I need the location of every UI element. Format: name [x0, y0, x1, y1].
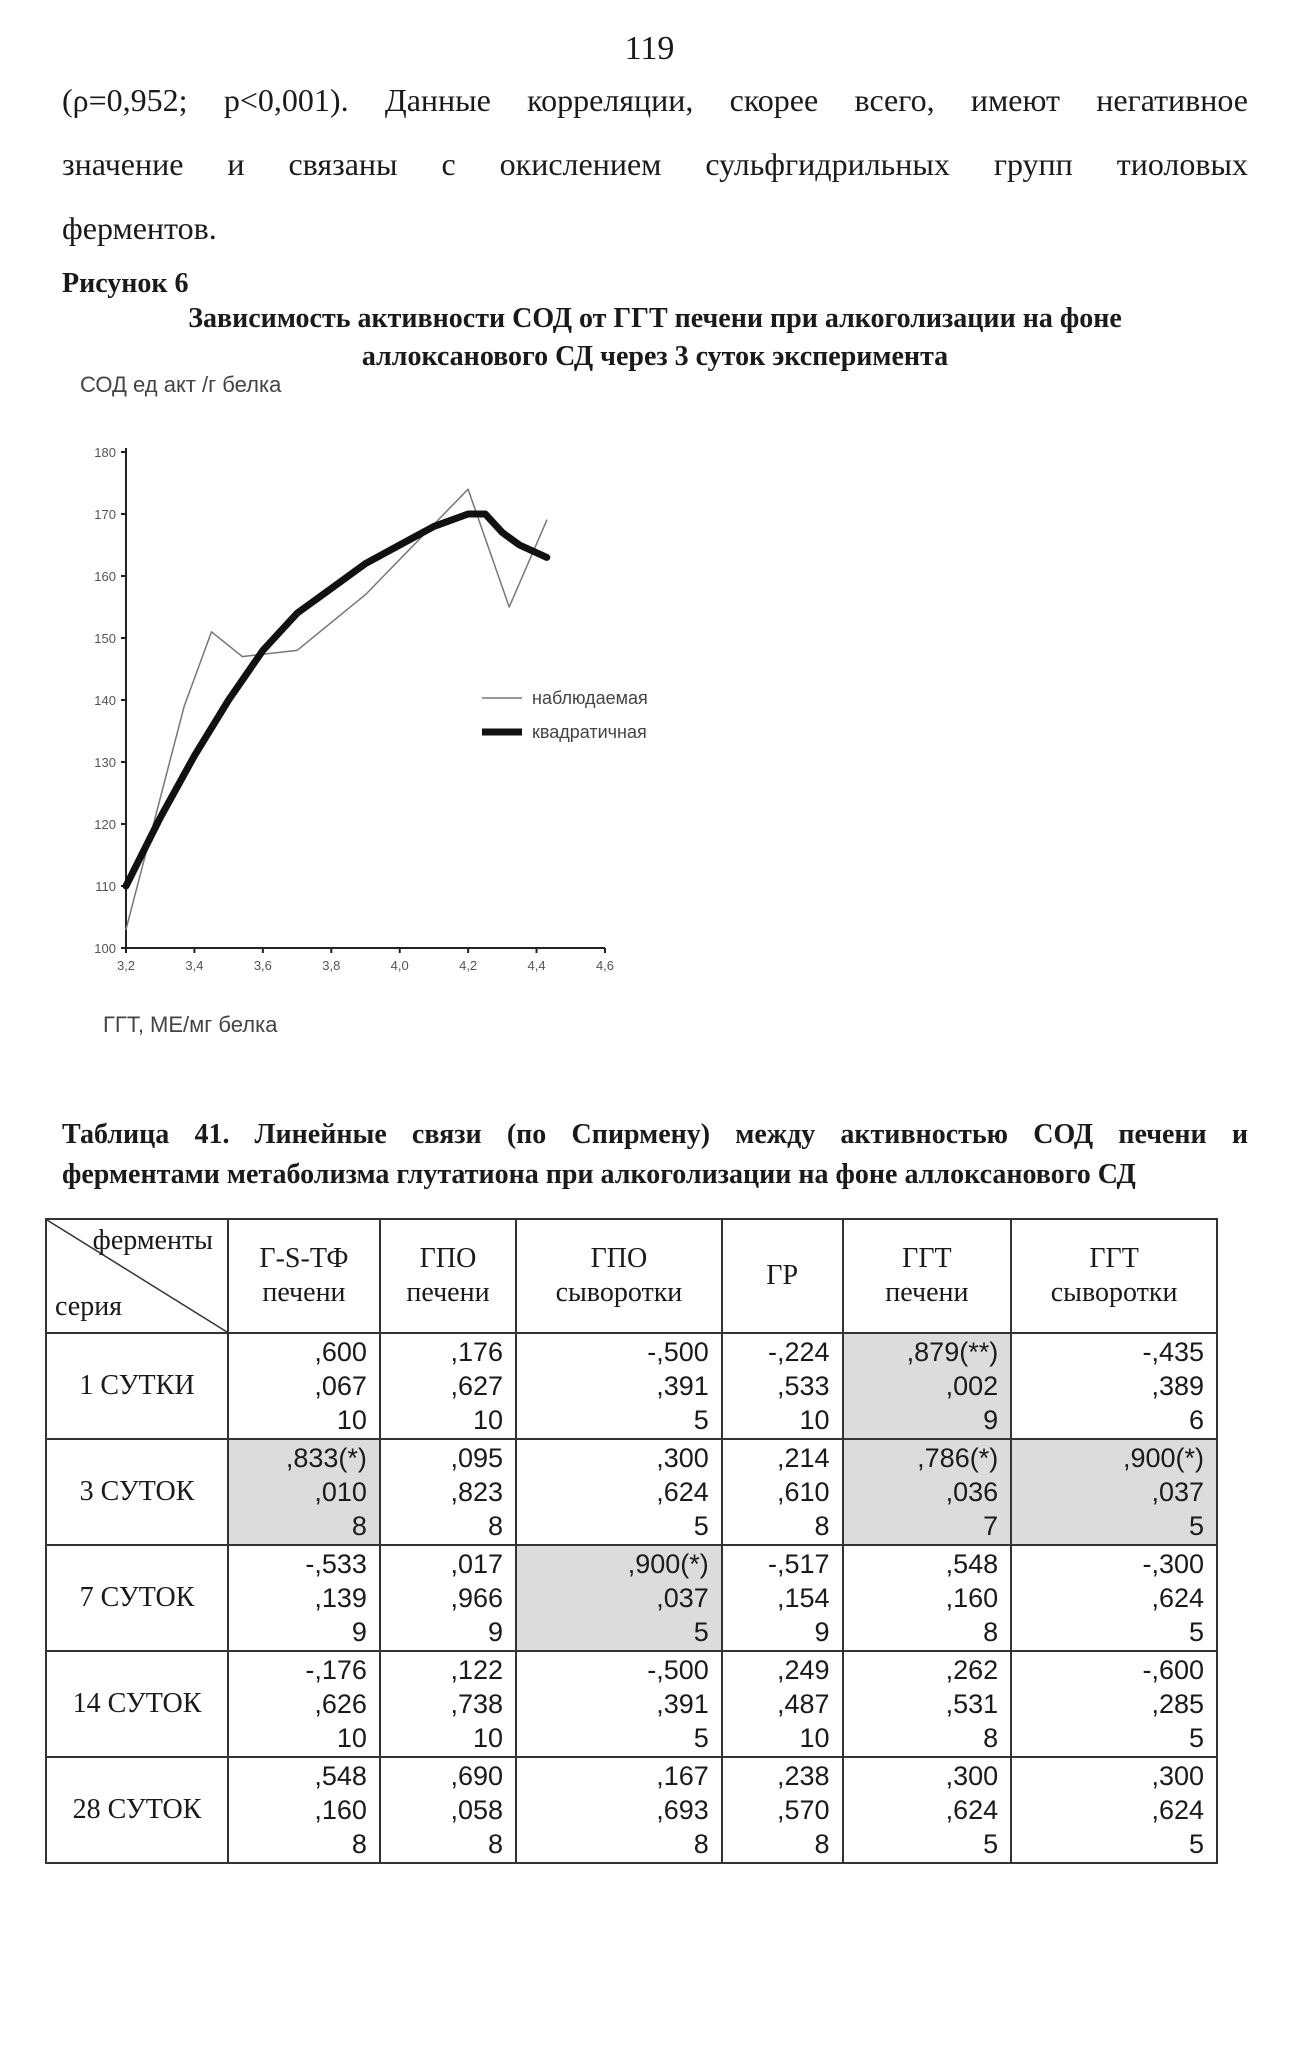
y-tick-label: 110: [95, 879, 116, 894]
table-corner-cell: [46, 1219, 228, 1333]
figure-title: [62, 300, 1248, 376]
p-value: ,531: [945, 1689, 999, 1719]
sample-size: 9: [814, 1617, 830, 1647]
correlation-coefficient: ,122: [450, 1655, 504, 1685]
sample-size: 8: [983, 1723, 999, 1753]
p-value: ,002: [945, 1371, 999, 1401]
column-header-line: печени: [262, 1277, 346, 1308]
p-value: ,570: [776, 1795, 830, 1825]
table-caption: [62, 1115, 1248, 1195]
sample-size: 5: [693, 1405, 709, 1435]
correlation-coefficient: ,548: [945, 1549, 999, 1579]
value-cell: [843, 1651, 1012, 1757]
correlation-coefficient: ,900(*): [627, 1549, 709, 1579]
correlation-coefficient: ,262: [945, 1655, 999, 1685]
chart-x-axis-label: ГГТ, МЕ/мг белка: [103, 1012, 278, 1037]
y-tick-label: 170: [94, 507, 116, 522]
sample-size: 9: [488, 1617, 504, 1647]
column-header: [722, 1219, 843, 1333]
correlation-coefficient: ,690: [450, 1761, 504, 1791]
page-number: 119: [624, 30, 675, 67]
column-header-line: сыворотки: [1050, 1277, 1178, 1308]
correlation-coefficient: ,300: [656, 1443, 709, 1473]
series-line-квадратичная: [126, 514, 547, 886]
sample-size: 9: [983, 1405, 999, 1435]
series-cell: 1 СУТКИ: [46, 1333, 228, 1439]
p-value: ,610: [776, 1477, 830, 1507]
p-value: ,624: [656, 1477, 709, 1507]
p-value: ,037: [656, 1583, 709, 1613]
column-header: [1011, 1219, 1217, 1333]
value-cell: [228, 1757, 380, 1863]
series-cell: 14 СУТОК: [46, 1651, 228, 1757]
y-tick-label: 160: [94, 569, 116, 584]
p-value: ,154: [776, 1583, 830, 1613]
table-row: [46, 1651, 1217, 1757]
correlation-coefficient: -,517: [767, 1549, 830, 1579]
sample-size: 10: [336, 1723, 367, 1753]
table-row: [46, 1757, 1217, 1863]
p-value: ,160: [314, 1795, 367, 1825]
value-cell: [516, 1651, 722, 1757]
p-value: ,285: [1151, 1689, 1204, 1719]
sample-size: 8: [488, 1511, 504, 1541]
column-header: [843, 1219, 1012, 1333]
sample-size: 5: [1188, 1829, 1204, 1859]
column-header-line: ГГТ: [902, 1243, 952, 1274]
table-header-row: [46, 1219, 1217, 1333]
p-value: ,391: [656, 1371, 709, 1401]
value-cell: [380, 1651, 516, 1757]
table-row: [46, 1545, 1217, 1651]
p-value: ,823: [450, 1477, 504, 1507]
series-cell: 3 СУТОК: [46, 1439, 228, 1545]
legend-label: наблюдаемая: [532, 688, 648, 708]
correlation-coefficient: ,017: [450, 1549, 504, 1579]
p-value: ,037: [1151, 1477, 1204, 1507]
sample-size: 10: [473, 1405, 504, 1435]
chart-y-axis-label: СОД ед акт /г белка: [80, 372, 282, 397]
column-header-line: ГГТ: [1089, 1243, 1139, 1274]
value-cell: [516, 1333, 722, 1439]
sample-size: 8: [814, 1511, 830, 1541]
x-tick-label: 4,2: [459, 958, 478, 973]
p-value: ,058: [450, 1795, 504, 1825]
sample-size: 10: [336, 1405, 367, 1435]
sample-size: 5: [1188, 1723, 1204, 1753]
sample-size: 10: [473, 1723, 504, 1753]
sample-size: 5: [693, 1617, 709, 1647]
value-cell: [1011, 1439, 1217, 1545]
correlation-coefficient: ,300: [1151, 1761, 1204, 1791]
value-cell: [722, 1757, 843, 1863]
column-header: [380, 1219, 516, 1333]
paragraph-line: значение и связаны с окислением сульфгидрильных групп тиоловых: [62, 146, 1248, 182]
paragraph-line: (ρ=0,952; p<0,001). Данные корреляции, скорее всего, имеют негативное: [62, 82, 1248, 118]
value-cell: [380, 1333, 516, 1439]
x-tick-label: 4,6: [595, 958, 615, 973]
corner-top-label: ферменты: [92, 1225, 213, 1256]
series-cell: 28 СУТОК: [46, 1757, 228, 1863]
body-paragraph: [62, 68, 1248, 260]
column-header-line: Г-S-ТФ: [259, 1243, 349, 1274]
x-tick-label: 4,0: [390, 958, 409, 973]
x-tick-label: 3,8: [322, 958, 341, 973]
correlation-coefficient: ,833(*): [285, 1443, 367, 1473]
correlation-coefficient: -,300: [1142, 1549, 1204, 1579]
correlation-coefficient: -,176: [305, 1655, 367, 1685]
y-tick-label: 100: [94, 941, 116, 956]
sample-size: 8: [351, 1511, 367, 1541]
y-tick-label: 180: [94, 445, 116, 460]
table-caption-line: Таблица 41. Линейные связи (по Спирмену) между активностью СОД печени и: [62, 1119, 1248, 1150]
x-tick-label: 4,4: [527, 958, 546, 973]
sample-size: 8: [814, 1829, 830, 1859]
value-cell: [380, 1439, 516, 1545]
sample-size: 10: [799, 1723, 830, 1753]
legend-label: квадратичная: [532, 722, 647, 742]
value-cell: [1011, 1651, 1217, 1757]
sample-size: 6: [1188, 1405, 1204, 1435]
x-tick-label: 3,2: [116, 958, 136, 973]
correlation-coefficient: ,095: [450, 1443, 504, 1473]
figure-title-line: Зависимость активности СОД от ГГТ печени при алкоголизации на фоне: [188, 303, 1122, 334]
p-value: ,966: [450, 1583, 504, 1613]
sample-size: 8: [488, 1829, 504, 1859]
sample-size: 7: [983, 1511, 999, 1541]
column-header-line: печени: [885, 1277, 969, 1308]
y-tick-label: 140: [94, 693, 116, 708]
column-header: [228, 1219, 380, 1333]
figure-title-line: аллоксанового СД через 3 суток эксперимента: [361, 341, 949, 372]
column-header-line: ГПО: [419, 1243, 477, 1274]
correlation-coefficient: ,167: [656, 1761, 709, 1791]
correlation-coefficient: -,500: [647, 1655, 709, 1685]
correlation-coefficient: ,900(*): [1122, 1443, 1204, 1473]
value-cell: [228, 1545, 380, 1651]
corner-bottom-label: серия: [55, 1291, 123, 1322]
p-value: ,139: [314, 1583, 367, 1613]
correlation-coefficient: ,249: [776, 1655, 830, 1685]
p-value: ,487: [776, 1689, 830, 1719]
p-value: ,160: [945, 1583, 999, 1613]
p-value: ,624: [1151, 1795, 1204, 1825]
series-line-наблюдаемая: [126, 489, 547, 929]
sample-size: 5: [1188, 1617, 1204, 1647]
p-value: ,693: [656, 1795, 709, 1825]
p-value: ,389: [1151, 1371, 1204, 1401]
p-value: ,036: [945, 1477, 999, 1507]
p-value: ,533: [776, 1371, 830, 1401]
sample-size: 5: [693, 1511, 709, 1541]
value-cell: [1011, 1545, 1217, 1651]
p-value: ,391: [656, 1689, 709, 1719]
table-row: [46, 1439, 1217, 1545]
correlation-coefficient: -,224: [767, 1337, 830, 1367]
correlation-table: [45, 1218, 1218, 1864]
correlation-coefficient: ,214: [776, 1443, 830, 1473]
value-cell: [228, 1333, 380, 1439]
chart: [90, 440, 650, 1010]
sample-size: 10: [799, 1405, 830, 1435]
p-value: ,067: [314, 1371, 367, 1401]
y-tick-label: 150: [94, 631, 116, 646]
correlation-coefficient: ,300: [945, 1761, 999, 1791]
correlation-coefficient: -,435: [1142, 1337, 1204, 1367]
table-row: [46, 1333, 1217, 1439]
value-cell: [722, 1545, 843, 1651]
correlation-coefficient: ,600: [314, 1337, 367, 1367]
value-cell: [380, 1545, 516, 1651]
column-header: [516, 1219, 722, 1333]
correlation-coefficient: -,500: [647, 1337, 709, 1367]
value-cell: [843, 1545, 1012, 1651]
sample-size: 8: [351, 1829, 367, 1859]
p-value: ,624: [945, 1795, 999, 1825]
sample-size: 5: [693, 1723, 709, 1753]
correlation-coefficient: ,238: [776, 1761, 830, 1791]
sample-size: 5: [983, 1829, 999, 1859]
correlation-coefficient: ,548: [314, 1761, 367, 1791]
value-cell: [722, 1651, 843, 1757]
y-tick-label: 130: [94, 755, 116, 770]
value-cell: [722, 1439, 843, 1545]
y-tick-label: 120: [94, 817, 116, 832]
figure-label: Рисунок 6: [62, 268, 189, 299]
value-cell: [516, 1439, 722, 1545]
column-header-line: ГР: [766, 1260, 799, 1291]
correlation-coefficient: ,786(*): [917, 1443, 999, 1473]
sample-size: 8: [983, 1617, 999, 1647]
value-cell: [722, 1333, 843, 1439]
value-cell: [1011, 1757, 1217, 1863]
column-header-line: ГПО: [590, 1243, 648, 1274]
p-value: ,738: [450, 1689, 504, 1719]
value-cell: [380, 1757, 516, 1863]
series-cell: 7 СУТОК: [46, 1545, 228, 1651]
correlation-coefficient: ,176: [450, 1337, 504, 1367]
x-tick-label: 3,6: [253, 958, 272, 973]
p-value: ,624: [1151, 1583, 1204, 1613]
p-value: ,627: [450, 1371, 504, 1401]
value-cell: [843, 1757, 1012, 1863]
value-cell: [228, 1651, 380, 1757]
value-cell: [228, 1439, 380, 1545]
sample-size: 9: [351, 1617, 367, 1647]
value-cell: [516, 1545, 722, 1651]
sample-size: 5: [1188, 1511, 1204, 1541]
x-tick-label: 3,4: [185, 958, 204, 973]
table-caption-line: ферментами метаболизма глутатиона при алкоголизации на фоне аллоксанового СД: [62, 1159, 1136, 1190]
sample-size: 8: [693, 1829, 709, 1859]
p-value: ,626: [314, 1689, 367, 1719]
correlation-coefficient: -,600: [1142, 1655, 1204, 1685]
value-cell: [516, 1757, 722, 1863]
correlation-coefficient: ,879(**): [906, 1337, 999, 1367]
column-header-line: печени: [406, 1277, 490, 1308]
p-value: ,010: [314, 1477, 367, 1507]
value-cell: [1011, 1333, 1217, 1439]
value-cell: [843, 1333, 1012, 1439]
paragraph-line: ферментов.: [62, 210, 217, 246]
value-cell: [843, 1439, 1012, 1545]
column-header-line: сыворотки: [555, 1277, 683, 1308]
correlation-coefficient: -,533: [305, 1549, 367, 1579]
